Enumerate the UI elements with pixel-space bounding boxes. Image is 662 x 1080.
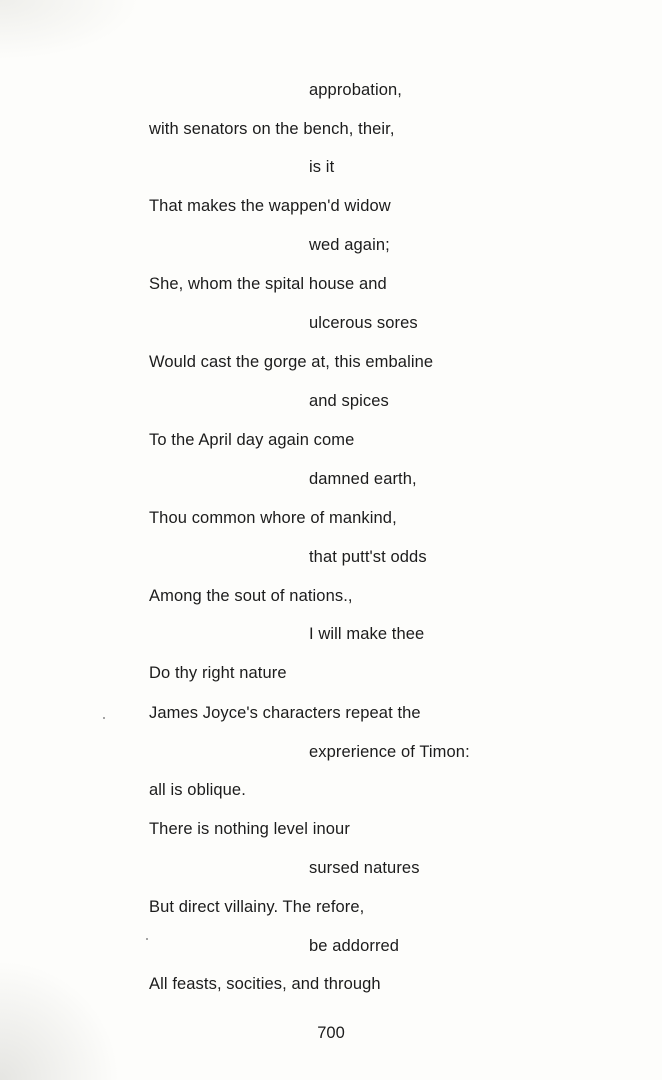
poem-line: ulcerous sores: [309, 314, 418, 332]
poem-line: Thou common whore of mankind,: [149, 509, 397, 527]
scan-speck: [146, 938, 148, 940]
poem-line: wed again;: [309, 236, 390, 254]
poem-line: That makes the wappen'd widow: [149, 197, 391, 215]
poem-line: with senators on the bench, their,: [149, 120, 395, 138]
poem-line: To the April day again come: [149, 431, 355, 449]
poem-line: All feasts, socities, and through: [149, 975, 381, 993]
scan-speck: [103, 717, 105, 719]
poem-line: sursed natures: [309, 859, 420, 877]
poem-line: She, whom the spital house and: [149, 275, 387, 293]
page-number: 700: [317, 1024, 345, 1042]
poem-line: is it: [309, 158, 335, 176]
poem-line: exprerience of Timon:: [309, 743, 470, 761]
poem-line: Do thy right nature: [149, 664, 287, 682]
poem-line: James Joyce's characters repeat the: [149, 704, 421, 722]
poem-line: There is nothing level inour: [149, 820, 350, 838]
poem-line: that putt'st odds: [309, 548, 427, 566]
poem-line: Among the sout of nations.,: [149, 587, 353, 605]
poem-line: I will make thee: [309, 625, 425, 643]
poem-line: all is oblique.: [149, 781, 246, 799]
poem-line: damned earth,: [309, 470, 417, 488]
poem-line: and spices: [309, 392, 389, 410]
poem-line: approbation,: [309, 81, 402, 99]
scan-shadow-top: [0, 0, 140, 60]
poem-line: be addorred: [309, 937, 400, 955]
poem-line: But direct villainy. The refore,: [149, 898, 365, 916]
scan-shadow-bottom: [0, 960, 120, 1080]
poem-line: Would cast the gorge at, this embaline: [149, 353, 434, 371]
